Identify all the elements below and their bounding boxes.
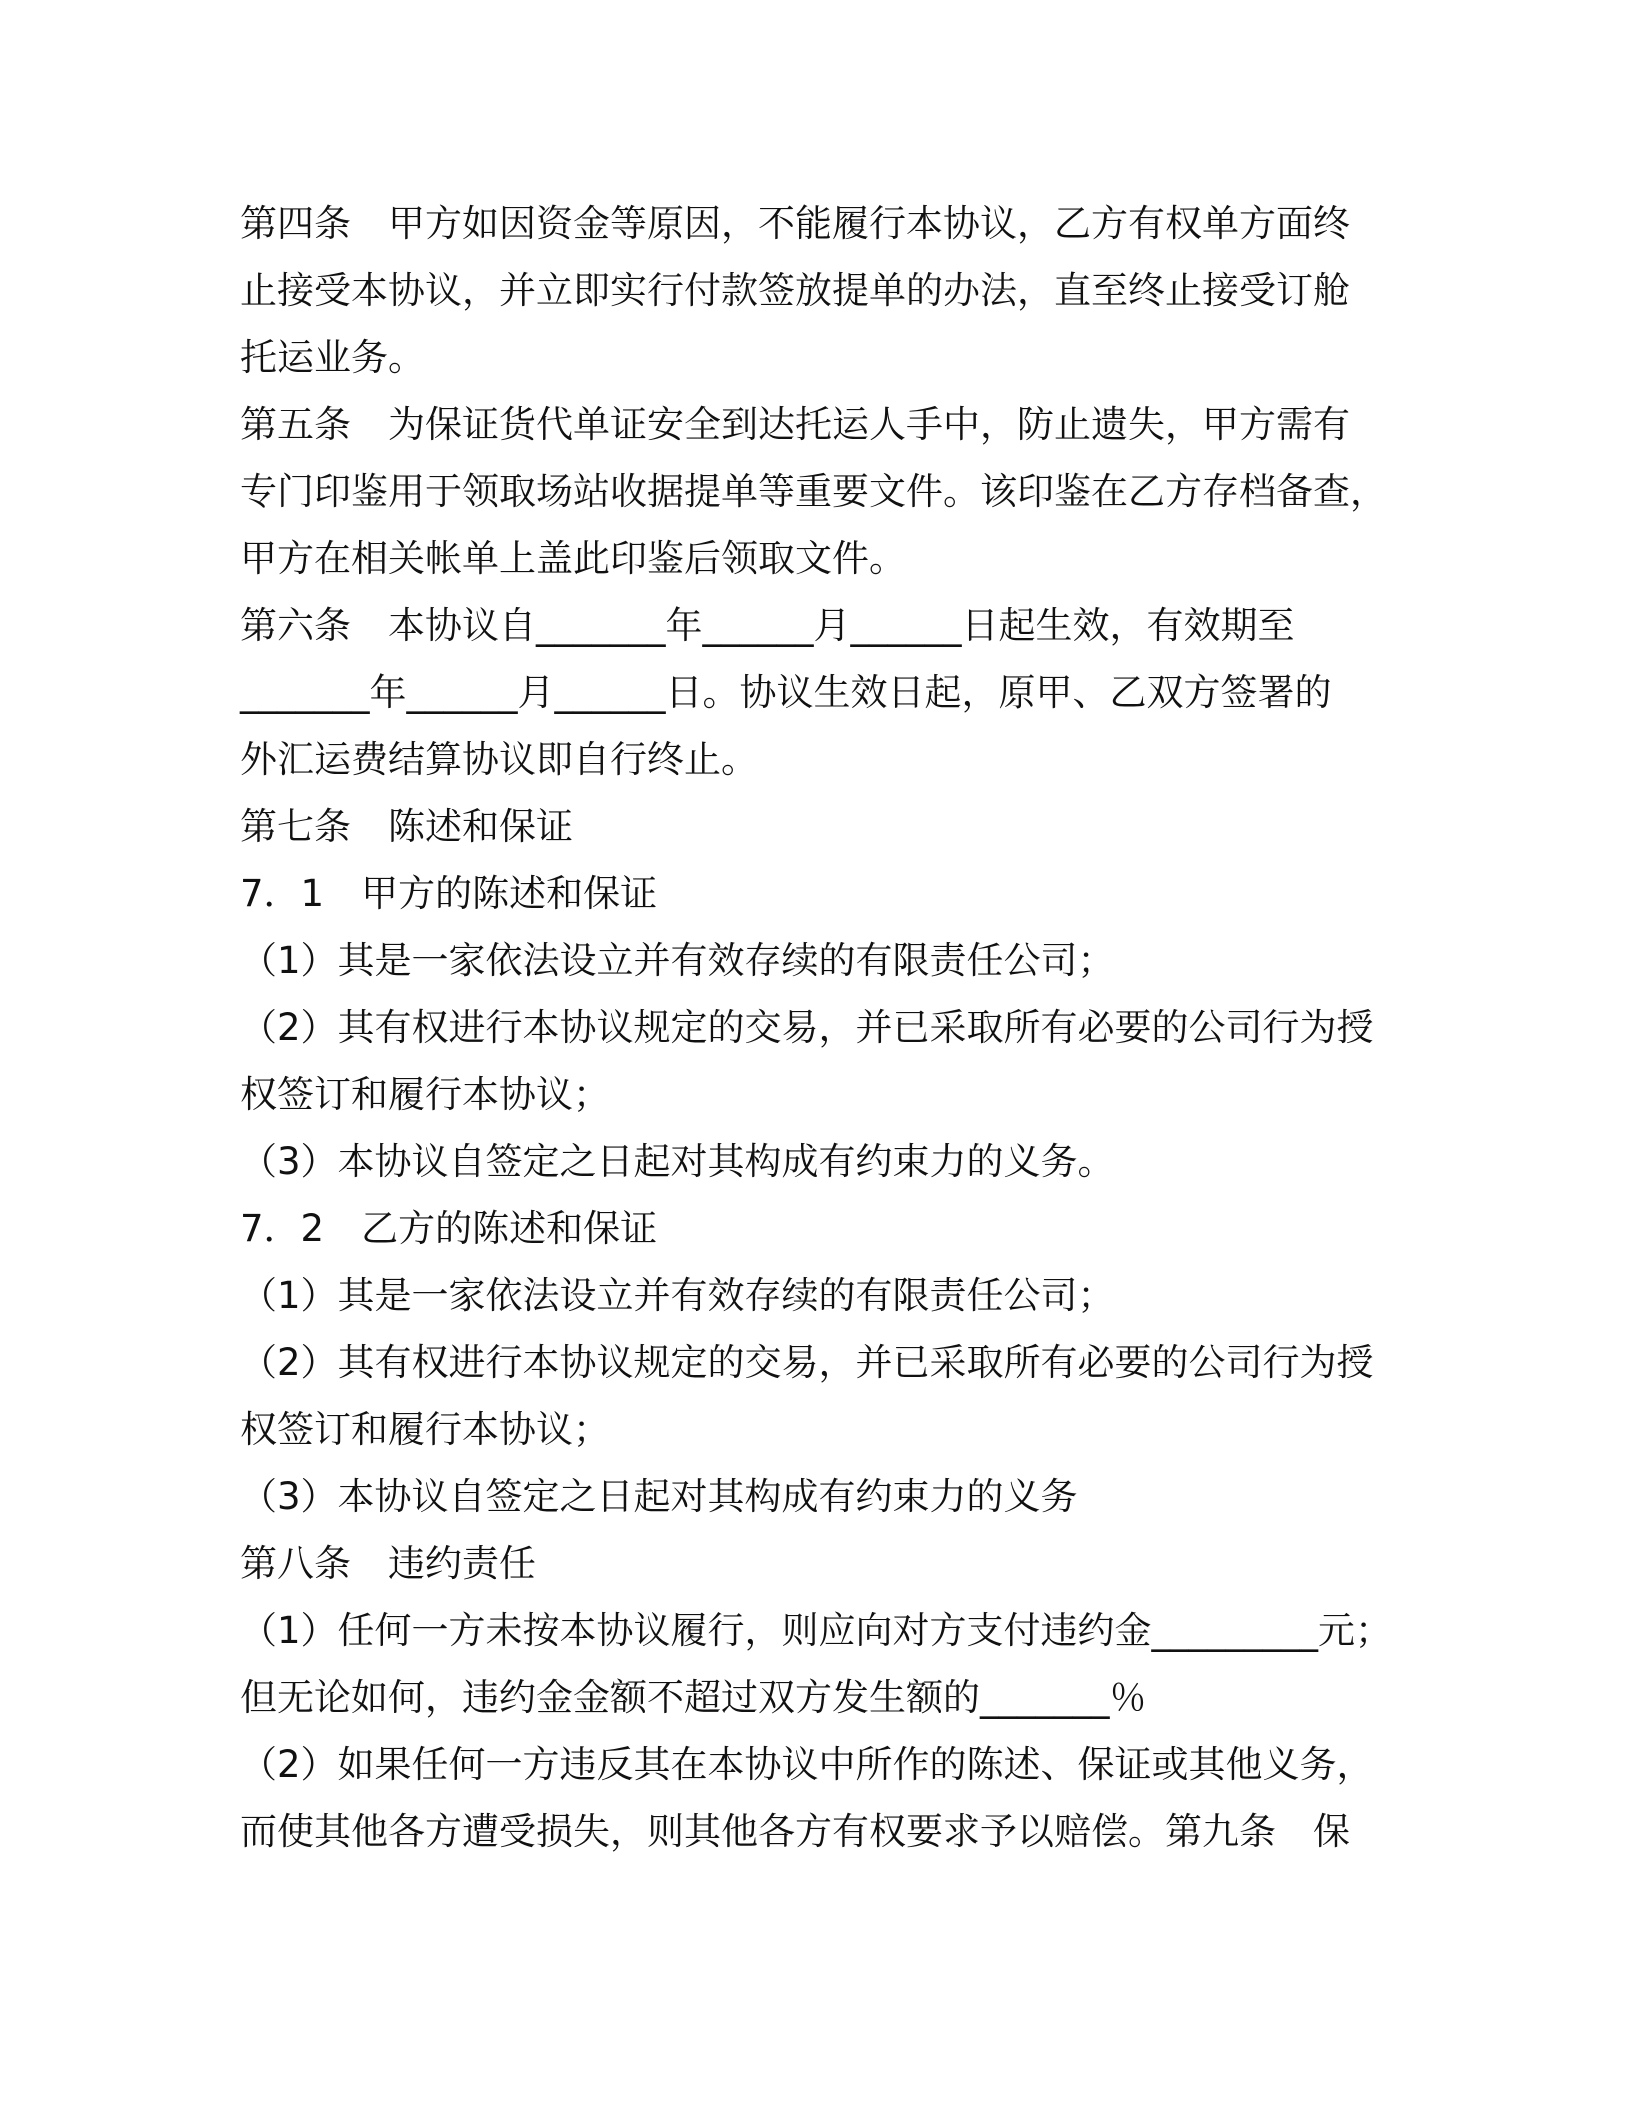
text-line: 但无论如何，违约金金额不超过双方发生额的_______％ [240, 1676, 1147, 1719]
text-line: 第五条 为保证货代单证安全到达托运人手中，防止遗失，甲方需有 [240, 403, 1350, 446]
text-line: 权签订和履行本协议； [240, 1408, 610, 1451]
list-item: （2）其有权进行本协议规定的交易，并已采取所有必要的公司行为授 [240, 1006, 1374, 1049]
text-line: 第六条 本协议自_______年______月______日起生效，有效期至 [240, 604, 1295, 647]
article-heading: 第八条 违约责任 [240, 1542, 536, 1585]
text-line: 第四条 甲方如因资金等原因，不能履行本协议，乙方有权单方面终 [240, 202, 1350, 245]
text-line: 专门印鉴用于领取场站收据提单等重要文件。该印鉴在乙方存档备查， [240, 470, 1387, 513]
section-heading: 7．1 甲方的陈述和保证 [240, 872, 658, 915]
article-heading: 第七条 陈述和保证 [240, 805, 573, 848]
list-item: （3）本协议自签定之日起对其构成有约束力的义务 [240, 1475, 1078, 1518]
text-line: 甲方在相关帐单上盖此印鉴后领取文件。 [240, 537, 906, 580]
text-line: 权签订和履行本协议； [240, 1073, 610, 1116]
document-page [240, 190, 1440, 1865]
text-line: 止接受本协议，并立即实行付款签放提单的办法，直至终止接受订舱 [240, 269, 1350, 312]
list-item: （2）其有权进行本协议规定的交易，并已采取所有必要的公司行为授 [240, 1341, 1374, 1384]
list-item: （2）如果任何一方违反其在本协议中所作的陈述、保证或其他义务， [240, 1743, 1374, 1786]
text-line: _______年______月______日。协议生效日起，原甲、乙双方签署的 [240, 671, 1332, 714]
section-heading: 7．2 乙方的陈述和保证 [240, 1207, 658, 1250]
text-line: 外汇运费结算协议即自行终止。 [240, 738, 758, 781]
list-item: （1）其是一家依法设立并有效存续的有限责任公司； [240, 1274, 1115, 1317]
text-line: 托运业务。 [240, 336, 425, 379]
text-line: 而使其他各方遭受损失，则其他各方有权要求予以赔偿。第九条 保 [240, 1810, 1350, 1853]
list-item: （1）任何一方未按本协议履行，则应向对方支付违约金_________元； [240, 1609, 1393, 1652]
list-item: （1）其是一家依法设立并有效存续的有限责任公司； [240, 939, 1115, 982]
list-item: （3）本协议自签定之日起对其构成有约束力的义务。 [240, 1140, 1115, 1183]
